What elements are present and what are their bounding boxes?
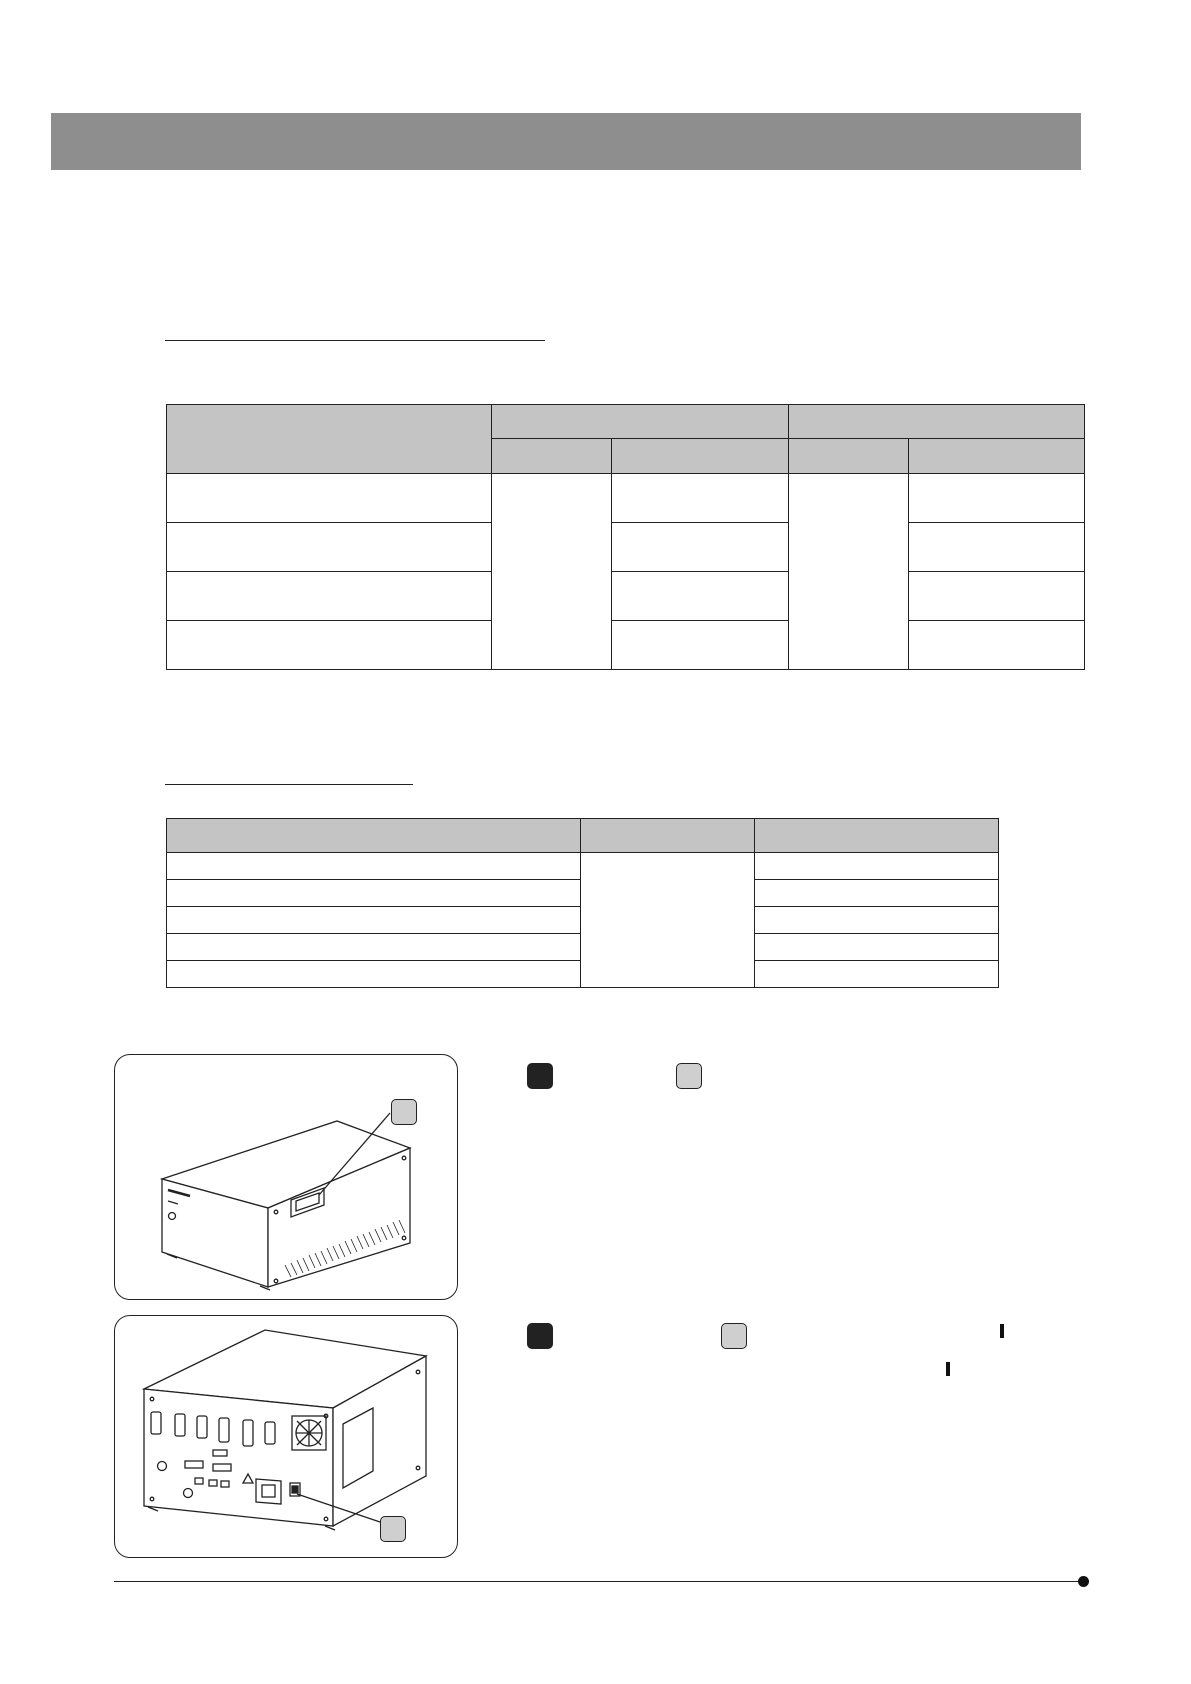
table1-merged-cell xyxy=(789,474,909,670)
table2-merged-cell xyxy=(581,853,755,988)
table-row xyxy=(167,572,1085,621)
callout-marker xyxy=(391,1099,417,1125)
control-box-front-illustration xyxy=(115,1055,459,1301)
footer-end-dot xyxy=(1078,1576,1089,1587)
front-illustration-panel xyxy=(114,1054,458,1300)
table2-cell xyxy=(167,880,581,907)
table1-cell xyxy=(612,621,789,670)
table2-header-cell xyxy=(755,819,999,853)
table2-cell xyxy=(167,853,581,880)
section-header-bar xyxy=(51,113,1081,170)
table1-cell xyxy=(167,572,492,621)
accessory-table xyxy=(166,818,999,988)
combination-table xyxy=(166,404,1085,670)
power-on-bar-symbol xyxy=(1000,1324,1004,1338)
table1-header-cell xyxy=(789,405,1085,439)
footer-rule xyxy=(114,1581,1082,1582)
table2-header-cell xyxy=(581,819,755,853)
table2-cell xyxy=(755,934,999,961)
table1-cell xyxy=(612,523,789,572)
table1-cell xyxy=(167,621,492,670)
table2-cell xyxy=(755,961,999,988)
section1-heading-rule xyxy=(165,340,545,341)
table2-cell xyxy=(755,907,999,934)
callout-marker xyxy=(380,1516,406,1542)
table-row xyxy=(167,474,1085,523)
table2-cell xyxy=(167,907,581,934)
table2-cell xyxy=(755,853,999,880)
table2-cell xyxy=(167,961,581,988)
table1-merged-cell xyxy=(492,474,612,670)
table1-cell xyxy=(167,523,492,572)
table-row xyxy=(167,523,1085,572)
table-row xyxy=(167,621,1085,670)
table1-subheader-cell xyxy=(612,439,789,474)
table1-cell xyxy=(909,474,1085,523)
table1-cell xyxy=(909,572,1085,621)
power-on-bar-symbol xyxy=(946,1362,950,1376)
table1-subheader-cell xyxy=(492,439,612,474)
table2-header-cell xyxy=(167,819,581,853)
table2-cell xyxy=(755,880,999,907)
table-row xyxy=(167,853,999,880)
step-number-badge xyxy=(527,1323,553,1349)
section2-heading-rule xyxy=(165,784,413,785)
step-number-badge xyxy=(527,1063,553,1089)
table1-cell xyxy=(909,523,1085,572)
callout-marker xyxy=(676,1063,702,1089)
table1-cell xyxy=(909,621,1085,670)
control-box-rear-illustration xyxy=(115,1316,459,1559)
table1-header-cell xyxy=(167,405,492,474)
table1-cell xyxy=(612,572,789,621)
table1-cell xyxy=(612,474,789,523)
table2-cell xyxy=(167,934,581,961)
rear-illustration-panel xyxy=(114,1315,458,1558)
table1-cell xyxy=(167,474,492,523)
table1-header-cell xyxy=(492,405,789,439)
table1-subheader-cell xyxy=(789,439,909,474)
callout-marker xyxy=(721,1323,747,1349)
table1-subheader-cell xyxy=(909,439,1085,474)
